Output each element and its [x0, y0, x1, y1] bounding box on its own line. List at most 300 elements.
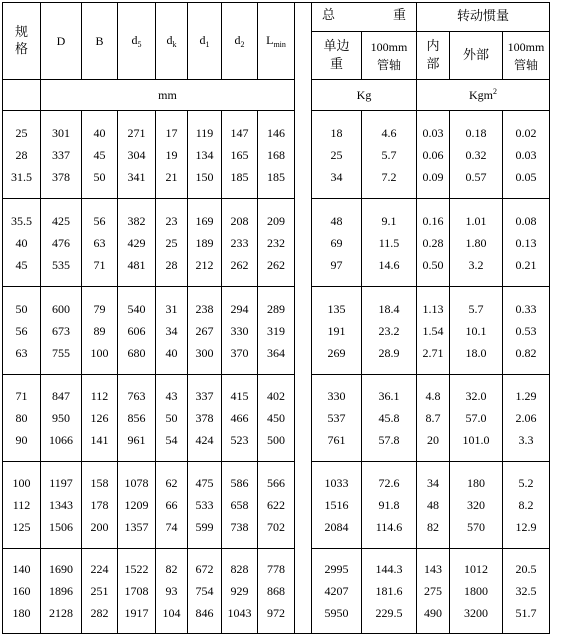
col-Lmin-label: L	[266, 33, 274, 47]
cell-value-Lmin: 500	[267, 433, 285, 447]
cell-value-w2: 114.6	[375, 520, 403, 534]
cell-value-Lmin: 972	[267, 606, 285, 620]
unit-kg	[312, 80, 417, 111]
col-B-label: B	[95, 33, 104, 48]
cell-value-d2: 466	[230, 411, 249, 425]
cell-value-d5: 1708	[124, 584, 149, 598]
cell-value-d1: 169	[195, 213, 214, 228]
weight-group-header	[312, 3, 417, 32]
cell-value-d5: 1078	[124, 476, 149, 490]
cell-value-w1: 269	[327, 345, 346, 360]
cell-stack	[312, 385, 361, 451]
group-cell-d2	[222, 287, 258, 375]
group-cell-d5	[118, 111, 156, 199]
cell-value-i1: 20	[427, 433, 439, 447]
cell-value-i1: 2.71	[422, 345, 444, 360]
group-cell-w2	[362, 287, 417, 375]
group-cell-spec	[3, 287, 41, 375]
group-cell-spec	[3, 462, 41, 549]
cell-value-d5: 271	[127, 125, 146, 140]
cell-value-Lmin: 146	[267, 125, 285, 140]
cell-value-Lmin: 622	[267, 498, 285, 512]
group-cell-w2	[362, 549, 417, 634]
cell-stack	[188, 472, 221, 538]
cell-value-d2: 185	[230, 169, 249, 184]
cell-value-d5: 606	[127, 323, 146, 338]
col-d5-sub: 5	[137, 40, 142, 49]
cell-value-B: 56	[93, 213, 106, 228]
cell-stack	[312, 558, 361, 624]
cell-stack	[222, 210, 257, 276]
cell-stack	[258, 385, 294, 451]
cell-value-spec: 63	[15, 345, 28, 360]
weight-group-label-right: 重	[392, 8, 406, 23]
cell-stack	[118, 122, 155, 188]
cell-value-w1: 2084	[324, 520, 349, 534]
cell-stack	[312, 298, 361, 364]
cell-stack	[3, 122, 40, 188]
cell-value-w2: 4.6	[381, 125, 397, 140]
group-cell-i3	[503, 375, 550, 462]
cell-value-i2: 1.01	[465, 213, 487, 228]
cell-value-d5: 304	[127, 147, 146, 162]
cell-value-w2: 9.1	[381, 213, 397, 228]
cell-value-Lmin: 232	[267, 235, 285, 250]
cell-stack	[222, 558, 257, 624]
weight-group-label-left: 总	[322, 8, 336, 23]
cell-value-i3: 3.3	[518, 433, 534, 447]
cell-stack	[503, 558, 549, 624]
col-D-label: D	[56, 33, 66, 48]
cell-value-dk: 40	[165, 345, 178, 360]
cell-value-D: 600	[52, 301, 70, 316]
group-cell-D	[41, 287, 82, 375]
cell-value-D: 847	[52, 389, 70, 403]
weight-col-single-label: 单边重	[323, 38, 350, 72]
cell-value-i2: 18.0	[465, 345, 487, 360]
cell-value-i2: 0.18	[465, 125, 487, 140]
group-cell-w2	[362, 462, 417, 549]
group-cell-i2	[450, 111, 503, 199]
cell-value-spec: 71	[15, 389, 28, 403]
cell-value-dk: 19	[165, 147, 178, 162]
cell-value-w2: 45.8	[378, 411, 400, 425]
cell-value-B: 141	[90, 433, 109, 447]
cell-value-B: 63	[93, 235, 106, 250]
cell-value-d2: 828	[230, 562, 249, 576]
cell-stack	[362, 210, 416, 276]
cell-value-i3: 0.13	[515, 235, 537, 250]
cell-value-spec: 100	[12, 476, 31, 490]
cell-value-d5: 382	[127, 213, 146, 228]
inertia-col-shaft-label: 100mm管轴	[507, 39, 545, 72]
cell-value-spec: 125	[12, 520, 31, 534]
col-Lmin-header	[258, 3, 295, 80]
cell-value-i2: 1.80	[465, 235, 487, 250]
group-cell-Lmin	[258, 549, 295, 634]
group-cell-dk	[156, 111, 188, 199]
cell-value-dk: 82	[165, 562, 178, 576]
group-cell-B	[82, 549, 118, 634]
cell-value-d5: 680	[127, 345, 146, 360]
cell-value-w2: 144.3	[375, 562, 403, 576]
cell-value-Lmin: 778	[267, 562, 285, 576]
group-cell-w2	[362, 375, 417, 462]
cell-value-i3: 0.02	[515, 125, 537, 140]
cell-value-i1: 0.28	[422, 235, 444, 250]
cell-stack	[3, 472, 40, 538]
col-Lmin-sub: min	[273, 40, 286, 49]
group-cell-d5	[118, 462, 156, 549]
cell-value-i1: 8.7	[425, 411, 441, 425]
col-d1-sub: 1	[205, 40, 210, 49]
cell-value-w2: 7.2	[381, 169, 397, 184]
cell-value-i1: 143	[424, 562, 442, 576]
cell-value-spec: 40	[15, 235, 28, 250]
weight-col-shaft-header	[362, 32, 417, 80]
cell-value-B: 224	[90, 562, 109, 576]
group-cell-w2	[362, 199, 417, 287]
data-group-row	[3, 199, 550, 287]
group-cell-i1	[417, 375, 450, 462]
group-cell-spec	[3, 375, 41, 462]
cell-value-i1: 1.54	[422, 323, 444, 338]
group-cell-d2	[222, 199, 258, 287]
cell-value-B: 50	[93, 169, 106, 184]
cell-value-i3: 0.53	[515, 323, 537, 338]
group-cell-dk	[156, 287, 188, 375]
cell-stack	[82, 385, 117, 451]
group-cell-D	[41, 375, 82, 462]
cell-value-i2: 3.2	[468, 257, 484, 272]
group-cell-i3	[503, 199, 550, 287]
cell-value-spec: 90	[15, 433, 28, 447]
col-dk-sub: k	[172, 40, 177, 49]
cell-stack	[3, 210, 40, 276]
group-cell-i1	[417, 111, 450, 199]
cell-value-d2: 165	[230, 147, 249, 162]
cell-stack	[41, 385, 81, 451]
cell-value-spec: 180	[12, 606, 31, 620]
cell-value-d5: 1209	[124, 498, 149, 512]
data-group-row	[3, 549, 550, 634]
cell-value-w2: 91.8	[378, 498, 400, 512]
cell-value-i2: 10.1	[465, 323, 487, 338]
group-cell-dk	[156, 462, 188, 549]
data-group-row	[3, 287, 550, 375]
cell-stack	[118, 385, 155, 451]
cell-value-w1: 69	[330, 235, 343, 250]
unit-kgm2	[417, 80, 550, 111]
group-cell-d2	[222, 375, 258, 462]
cell-stack	[258, 472, 294, 538]
cell-stack	[188, 122, 221, 188]
cell-value-D: 378	[52, 169, 70, 184]
group-cell-Lmin	[258, 375, 295, 462]
cell-value-spec: 25	[15, 125, 28, 140]
cell-stack	[312, 472, 361, 538]
col-d2-sub: 2	[240, 40, 245, 49]
unit-kgm-sup: 2	[493, 87, 497, 96]
cell-value-w2: 181.6	[375, 584, 403, 598]
col-d5-header	[118, 3, 156, 80]
cell-stack	[82, 298, 117, 364]
group-cell-dk	[156, 199, 188, 287]
cell-stack	[362, 472, 416, 538]
spec-header	[3, 3, 41, 80]
col-B-header	[82, 3, 118, 80]
cell-stack	[503, 210, 549, 276]
cell-value-i3: 12.9	[515, 520, 537, 534]
group-cell-d1	[188, 462, 222, 549]
group-cell-B	[82, 462, 118, 549]
data-group-row	[3, 375, 550, 462]
cell-value-i1: 0.16	[422, 213, 444, 228]
cell-stack	[188, 210, 221, 276]
cell-stack	[156, 122, 187, 188]
cell-value-i2: 3200	[464, 606, 488, 620]
cell-value-dk: 62	[165, 476, 178, 490]
cell-value-w1: 1033	[324, 476, 349, 490]
cell-value-w2: 5.7	[381, 147, 397, 162]
inertia-group-label: 转动惯量	[456, 9, 509, 24]
cell-stack	[188, 298, 221, 364]
col-d2-label: d	[234, 33, 241, 47]
cell-value-i2: 1800	[464, 584, 488, 598]
cell-value-Lmin: 185	[267, 169, 285, 184]
cell-value-i3: 5.2	[518, 476, 534, 490]
cell-value-Lmin: 402	[267, 389, 285, 403]
cell-value-i1: 82	[427, 520, 439, 534]
cell-value-D: 1506	[49, 520, 73, 534]
cell-stack	[156, 298, 187, 364]
cell-value-i2: 1012	[464, 562, 488, 576]
cell-value-d2: 294	[230, 301, 249, 316]
group-cell-w1	[312, 111, 362, 199]
cell-stack	[82, 210, 117, 276]
group-cell-D	[41, 111, 82, 199]
cell-value-d5: 763	[127, 389, 146, 403]
cell-stack	[156, 472, 187, 538]
group-cell-i1	[417, 549, 450, 634]
group-cell-B	[82, 199, 118, 287]
cell-value-i1: 275	[424, 584, 442, 598]
cell-value-spec: 35.5	[11, 213, 32, 228]
cell-value-d5: 1522	[124, 562, 149, 576]
cell-value-d2: 1043	[227, 606, 252, 620]
group-cell-w1	[312, 462, 362, 549]
cell-stack	[450, 210, 502, 276]
cell-stack	[41, 298, 81, 364]
cell-stack	[41, 558, 81, 624]
cell-value-i1: 0.50	[422, 257, 444, 272]
cell-value-d2: 415	[230, 389, 249, 403]
cell-value-i2: 180	[467, 476, 485, 490]
cell-value-d5: 856	[127, 411, 146, 425]
cell-value-B: 158	[90, 476, 109, 490]
group-cell-spec	[3, 549, 41, 634]
col-D-header	[41, 3, 82, 80]
spec-header-label: 规格	[14, 25, 28, 57]
group-cell-i2	[450, 462, 503, 549]
group-cell-dk	[156, 375, 188, 462]
cell-value-spec: 56	[15, 323, 28, 338]
cell-stack	[118, 472, 155, 538]
cell-value-d2: 370	[230, 345, 249, 360]
cell-value-B: 200	[90, 520, 109, 534]
cell-value-d1: 238	[195, 301, 214, 316]
cell-value-dk: 104	[162, 606, 181, 620]
cell-value-d5: 1917	[124, 606, 149, 620]
cell-value-D: 673	[52, 323, 70, 338]
cell-value-B: 71	[93, 257, 106, 272]
cell-value-i3: 0.82	[515, 345, 537, 360]
cell-value-B: 40	[93, 125, 106, 140]
cell-value-w1: 2995	[324, 562, 349, 576]
cell-value-dk: 21	[165, 169, 178, 184]
group-cell-d1	[188, 111, 222, 199]
cell-value-w1: 34	[330, 169, 343, 184]
data-group-row	[3, 462, 550, 549]
group-cell-i2	[450, 287, 503, 375]
cell-value-i3: 2.06	[515, 411, 537, 425]
cell-value-B: 89	[93, 323, 106, 338]
cell-value-d1: 424	[195, 433, 214, 447]
cell-stack	[3, 558, 40, 624]
cell-stack	[417, 122, 449, 188]
cell-stack	[156, 210, 187, 276]
cell-stack	[362, 298, 416, 364]
group-cell-i1	[417, 462, 450, 549]
cell-value-dk: 93	[165, 584, 178, 598]
group-cell-d1	[188, 199, 222, 287]
cell-value-i2: 0.32	[465, 147, 487, 162]
cell-value-i2: 320	[467, 498, 485, 512]
cell-value-i3: 0.33	[515, 301, 537, 316]
cell-value-d1: 846	[195, 606, 214, 620]
group-cell-d5	[118, 199, 156, 287]
cell-value-D: 425	[52, 213, 70, 228]
cell-value-w1: 761	[327, 433, 346, 447]
cell-value-d5: 429	[127, 235, 146, 250]
cell-value-d1: 337	[195, 389, 214, 403]
cell-stack	[503, 122, 549, 188]
cell-stack	[362, 122, 416, 188]
group-cell-i2	[450, 199, 503, 287]
group-cell-spec	[3, 111, 41, 199]
spec-table	[2, 2, 550, 634]
cell-stack	[258, 558, 294, 624]
group-cell-d5	[118, 375, 156, 462]
group-cell-d2	[222, 111, 258, 199]
group-cell-d5	[118, 549, 156, 634]
cell-stack	[450, 472, 502, 538]
group-cell-w1	[312, 375, 362, 462]
group-cell-d2	[222, 549, 258, 634]
cell-value-w2: 14.6	[378, 257, 400, 272]
cell-value-B: 100	[90, 345, 109, 360]
unit-kg-label: Kg	[356, 87, 372, 102]
group-cell-i1	[417, 287, 450, 375]
cell-stack	[258, 122, 294, 188]
cell-stack	[417, 298, 449, 364]
cell-value-i2: 0.57	[465, 169, 487, 184]
group-cell-B	[82, 111, 118, 199]
cell-value-D: 476	[52, 235, 70, 250]
cell-value-d1: 150	[195, 169, 214, 184]
cell-stack	[362, 558, 416, 624]
group-cell-D	[41, 199, 82, 287]
cell-value-B: 178	[90, 498, 109, 512]
cell-stack	[82, 472, 117, 538]
cell-value-Lmin: 168	[267, 147, 285, 162]
cell-value-dk: 66	[165, 498, 178, 512]
cell-value-Lmin: 319	[267, 323, 285, 338]
group-cell-i2	[450, 549, 503, 634]
cell-value-dk: 23	[165, 213, 178, 228]
cell-value-i3: 0.05	[515, 169, 537, 184]
cell-stack	[41, 122, 81, 188]
col-d1-label: d	[199, 33, 206, 47]
cell-stack	[156, 558, 187, 624]
cell-stack	[222, 385, 257, 451]
cell-stack	[417, 558, 449, 624]
cell-value-i3: 1.29	[515, 389, 537, 403]
cell-stack	[188, 385, 221, 451]
cell-value-dk: 17	[165, 125, 178, 140]
group-cell-i2	[450, 375, 503, 462]
cell-value-D: 1343	[49, 498, 73, 512]
cell-value-Lmin: 262	[267, 257, 285, 272]
cell-value-d5: 540	[127, 301, 146, 316]
cell-value-Lmin: 868	[267, 584, 285, 598]
cell-value-i1: 48	[427, 498, 439, 512]
cell-value-i2: 101.0	[462, 433, 490, 447]
cell-stack	[417, 210, 449, 276]
cell-stack	[118, 298, 155, 364]
cell-value-Lmin: 209	[267, 213, 285, 228]
group-cell-Lmin	[258, 287, 295, 375]
group-cell-dk	[156, 549, 188, 634]
group-cell-d5	[118, 287, 156, 375]
cell-value-Lmin: 364	[267, 345, 285, 360]
cell-value-w1: 191	[327, 323, 346, 338]
cell-value-i2: 5.7	[468, 301, 484, 316]
cell-stack	[312, 210, 361, 276]
cell-value-d2: 738	[230, 520, 249, 534]
cell-value-d2: 929	[230, 584, 249, 598]
cell-value-w1: 48	[330, 213, 343, 228]
cell-value-d2: 658	[230, 498, 249, 512]
group-cell-w1	[312, 549, 362, 634]
group-cell-spec	[3, 199, 41, 287]
group-cell-D	[41, 549, 82, 634]
group-cell-d1	[188, 549, 222, 634]
cell-value-spec: 112	[12, 498, 31, 512]
units-spec-blank	[3, 80, 41, 111]
cell-value-i3: 51.7	[515, 606, 537, 620]
cell-value-dk: 34	[165, 323, 178, 338]
cell-stack	[450, 298, 502, 364]
cell-value-D: 755	[52, 345, 70, 360]
group-cell-d2	[222, 462, 258, 549]
cell-value-w1: 330	[327, 389, 346, 403]
unit-kgm-label: Kgm	[469, 88, 493, 102]
cell-value-w1: 18	[330, 125, 343, 140]
inertia-col-inner-header	[417, 32, 450, 80]
weight-col-single-header	[312, 32, 362, 80]
cell-value-B: 251	[90, 584, 109, 598]
